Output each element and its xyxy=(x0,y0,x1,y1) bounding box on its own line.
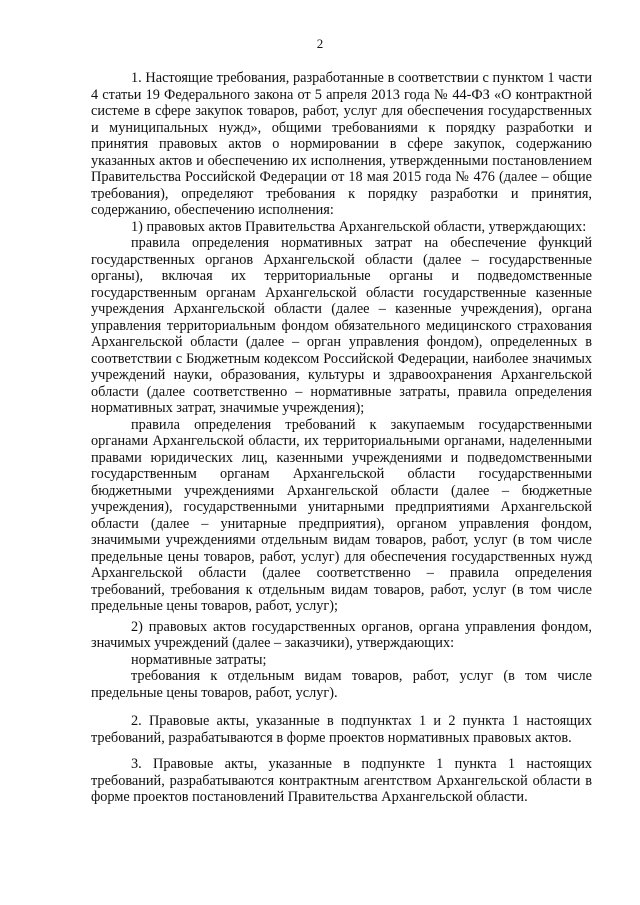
paragraph-3: 3. Правовые акты, указанные в подпункте 1 пункта 1 настоящих требований, разрабатываются контрактным агентством Архангельской области в форме проектов постановлений Правительства Архангельской области. xyxy=(91,756,592,805)
paragraph-requirements: требования к отдельным видам товаров, работ, услуг (в том числе предельные цены товаров, работ, услуг). xyxy=(91,668,592,701)
paragraph-1: 1. Настоящие требования, разработанные в соответствии с пунктом 1 части 4 статьи 19 Федерального закона от 5 апреля 2013 года № 44-ФЗ «О контрактной системе в сфере закупок товаров, работ, услуг для обеспечения государственных и муниципальных нужд», общими требованиями к порядку разработки и принятия правовых актов о нормировании в сфере закупок, содержанию указанных актов и обеспечению их исполнения, утвержденными постановлением Правительства Российской Федерации от 18 мая 2015 года № 476 (далее – общие требования), определяют требования к порядку разработки и принятия, содержанию, обеспечению исполнения: xyxy=(91,70,592,218)
paragraph-subpoint-2: 2) правовых актов государственных органов, органа управления фондом, значимых учреждений (далее – заказчики), утверждающих: xyxy=(91,618,592,651)
page-number: 2 xyxy=(316,36,324,51)
paragraph-rules-normative-costs: правила определения нормативных затрат на обеспечение функций государственных органов Архангельской области (далее – государственные органы), включая их территориальные органы и подведомственные государственным органам Архангельской области государственные казенные учреждения Архангельской области (далее – казенные учреждения), органа управления территориальным фондом обязательного медицинского страхования Архангельской области (далее – орган управления фондом), определенных в соответствии с Бюджетным кодексом Российской Федерации, наиболее значимых учреждений науки, образования, культуры и здравоохранения Архангельской области (далее соответственно – нормативные затраты, правила определения нормативных затрат, значимые учреждения); xyxy=(91,235,592,416)
paragraph-rules-requirements: правила определения требований к закупаемым государственными органами Архангельской области, их территориальными органами, наделенными правами юридических лиц, казенными учреждениями и подведомственными государственным органам Архангельской области государственными бюджетными учреждениями Архангельской области (далее – бюджетные учреждения), государственными унитарными предприятиями Архангельской области (далее – унитарные предприятия), органом управления фондом, значимыми учреждениями отдельным видам товаров, работ, услуг (в том числе предельные цены товаров, работ, услуг) для обеспечения государственных нужд Архангельской области (далее соответственно – правила определения требований, требования к отдельным видам товаров, работ, услуг (в том числе предельные цены товаров, работ, услуг); xyxy=(91,416,592,614)
paragraph-subpoint-1: 1) правовых актов Правительства Архангельской области, утверждающих: xyxy=(131,218,587,235)
paragraph-2: 2. Правовые акты, указанные в подпунктах 1 и 2 пункта 1 настоящих требований, разрабатываются в форме проектов нормативных правовых актов. xyxy=(91,713,592,746)
document-body xyxy=(91,70,592,806)
paragraph-normative-costs: нормативные затраты; xyxy=(131,651,267,668)
